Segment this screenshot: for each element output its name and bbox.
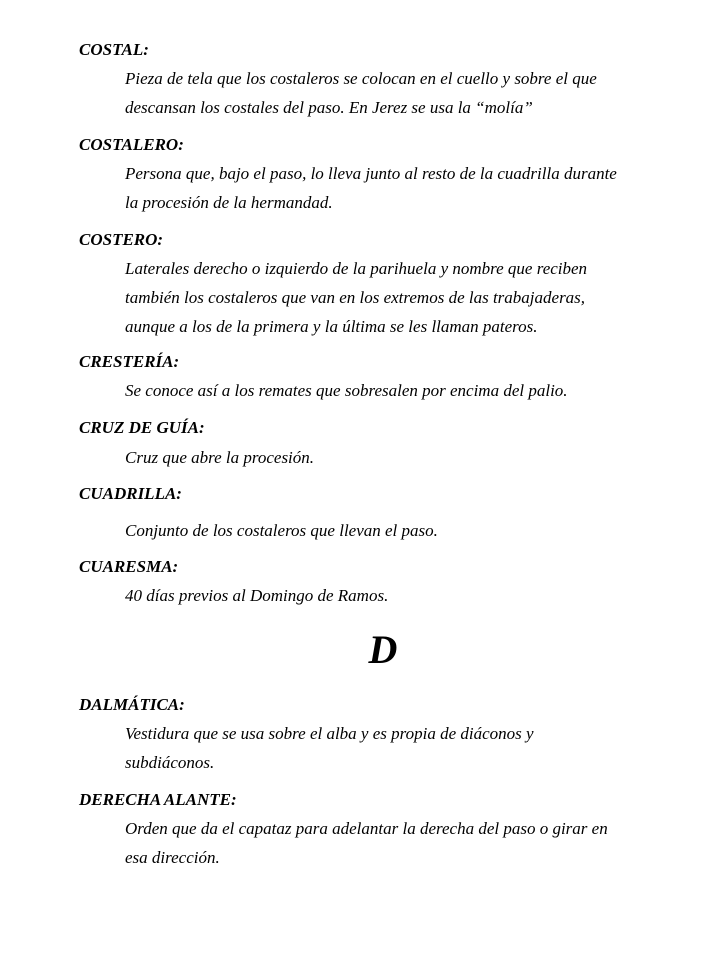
definition-line: subdiáconos. <box>125 753 215 772</box>
definition-line: Se conoce así a los remates que sobresalen por encima del palio. <box>125 381 568 400</box>
glossary-definition <box>125 159 705 217</box>
glossary-definition <box>125 581 705 610</box>
definition-line: Conjunto de los costaleros que llevan el paso. <box>125 521 438 540</box>
glossary-definition <box>125 254 705 341</box>
glossary-term: COSTALERO: <box>79 135 184 154</box>
glossary-term: DERECHA ALANTE: <box>79 790 237 809</box>
definition-line: descansan los costales del paso. En Jerez se usa la “molía” <box>125 98 533 117</box>
glossary-term: COSTERO: <box>79 230 164 249</box>
definition-line: Cruz que abre la procesión. <box>125 448 315 467</box>
glossary-term: CRUZ DE GUÍA: <box>79 418 205 437</box>
glossary-term: DALMÁTICA: <box>79 695 185 714</box>
glossary-term: CUARESMA: <box>79 557 179 576</box>
definition-line: aunque a los de la primera y la última se les llaman pateros. <box>125 317 538 336</box>
glossary-definition <box>125 814 705 872</box>
glossary-definition <box>125 376 705 405</box>
definition-line: la procesión de la hermandad. <box>125 193 333 212</box>
definition-line: Pieza de tela que los costaleros se colocan en el cuello y sobre el que <box>125 69 597 88</box>
glossary-term: CUADRILLA: <box>79 484 182 503</box>
glossary-definition <box>125 64 705 122</box>
glossary-definition <box>125 719 705 777</box>
glossary-definition <box>125 516 705 545</box>
definition-line: también los costaleros que van en los extremos de las trabajaderas, <box>125 288 586 307</box>
glossary-term: COSTAL: <box>79 40 149 59</box>
definition-line: Persona que, bajo el paso, lo lleva junto al resto de la cuadrilla durante <box>125 164 617 183</box>
definition-line: Orden que da el capataz para adelantar la derecha del paso o girar en <box>125 819 608 838</box>
definition-line: Laterales derecho o izquierdo de la parihuela y nombre que reciben <box>125 259 588 278</box>
glossary-definition <box>125 443 705 472</box>
glossary-term: CRESTERÍA: <box>79 352 180 371</box>
definition-line: 40 días previos al Domingo de Ramos. <box>125 586 389 605</box>
definition-line: esa dirección. <box>125 848 220 867</box>
section-letter-heading: D <box>368 627 398 672</box>
definition-line: Vestidura que se usa sobre el alba y es propia de diáconos y <box>125 724 534 743</box>
